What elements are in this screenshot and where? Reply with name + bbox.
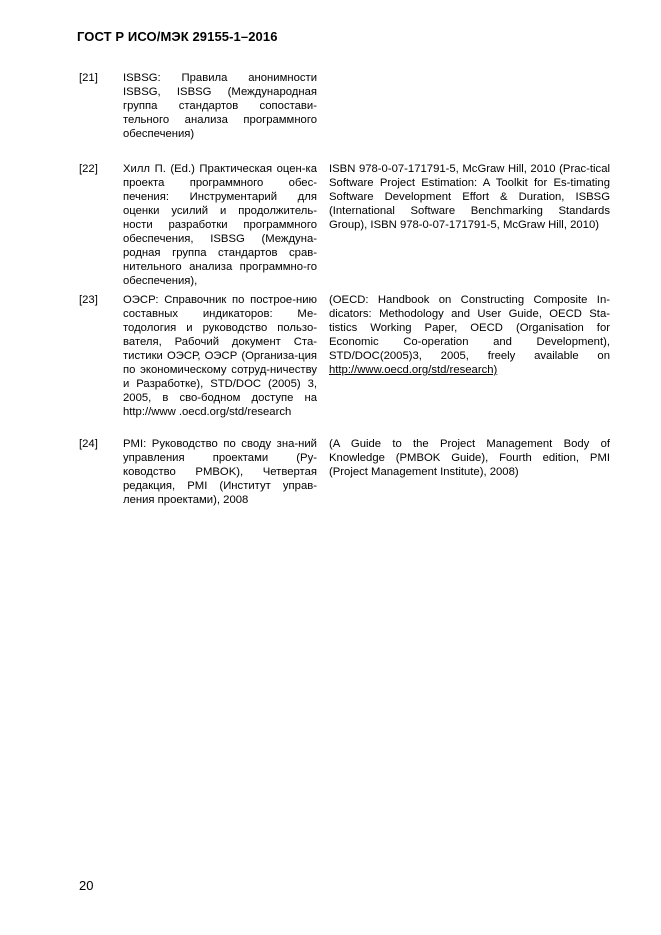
document-header: ГОСТ Р ИСО/МЭК 29155-1–2016 <box>77 29 278 44</box>
reference-number: [21] <box>79 72 98 84</box>
reference-text-ru: ISBSG: Правила анонимности ISBSG, ISBSG (Международная группа стандартов сопостави-тельного анализа программного обеспечения) <box>123 72 317 140</box>
reference-text-en: ISBN 978-0-07-171791-5, McGraw Hill, 2010 (Prac-tical Software Project Estimation: A Toolkit for Es-timating Software Development Effort & Duration, ISBSG (International Software Benchmarking Standards Group), ISBN 978-0-07-171791-5, McGraw Hill, 2010) <box>329 163 610 231</box>
reference-text-ru: PMI: Руководство по своду зна-ний управления проектами (Ру-ководство PMBOK), Четвертая редакция, PMI (Институт управ-ления проектами), 2008 <box>123 438 317 506</box>
page-number: 20 <box>79 878 94 893</box>
oecd-research-link[interactable]: http://www.oecd.org/std/research) <box>329 364 498 376</box>
reference-number: [22] <box>79 163 98 175</box>
reference-text-en-body: (OECD: Handbook on Constructing Composite In-dicators: Methodology and User Guide, OECD Sta-tistics Working Paper, OECD (Organisation for Economic Co-operation and Development), STD/DOC(2005)3, 2005, freely available on <box>329 294 610 362</box>
reference-number: [23] <box>79 294 98 306</box>
reference-number: [24] <box>79 438 98 450</box>
reference-text-en <box>329 293 610 377</box>
reference-text-ru: ОЭСР: Справочник по построе-нию составных индикаторов: Ме-тодология и руководство пользо-вателя, Рабочий документ Ста-тистики ОЭСР, ОЭСР (Организа-ция по экономическому сотруд-ничеству и Разработке), STD/DOC (2005) 3, 2005, в сво-бодном доступе на http://www .oecd.org/std/research <box>123 294 317 418</box>
reference-text-en: (A Guide to the Project Management Body of Knowledge (PMBOK Guide), Fourth edition, PMI (Project Management Institute), 2008) <box>329 438 610 478</box>
reference-text-ru: Хилл П. (Ed.) Практическая оцен-ка проекта программного обес-печения: Инструментарий для оценки усилий и продолжитель-ности разработки программного обеспечения, ISBSG (Междуна-родная группа стандартов срав-нительного анализа программно-го обеспечения), <box>123 163 317 287</box>
